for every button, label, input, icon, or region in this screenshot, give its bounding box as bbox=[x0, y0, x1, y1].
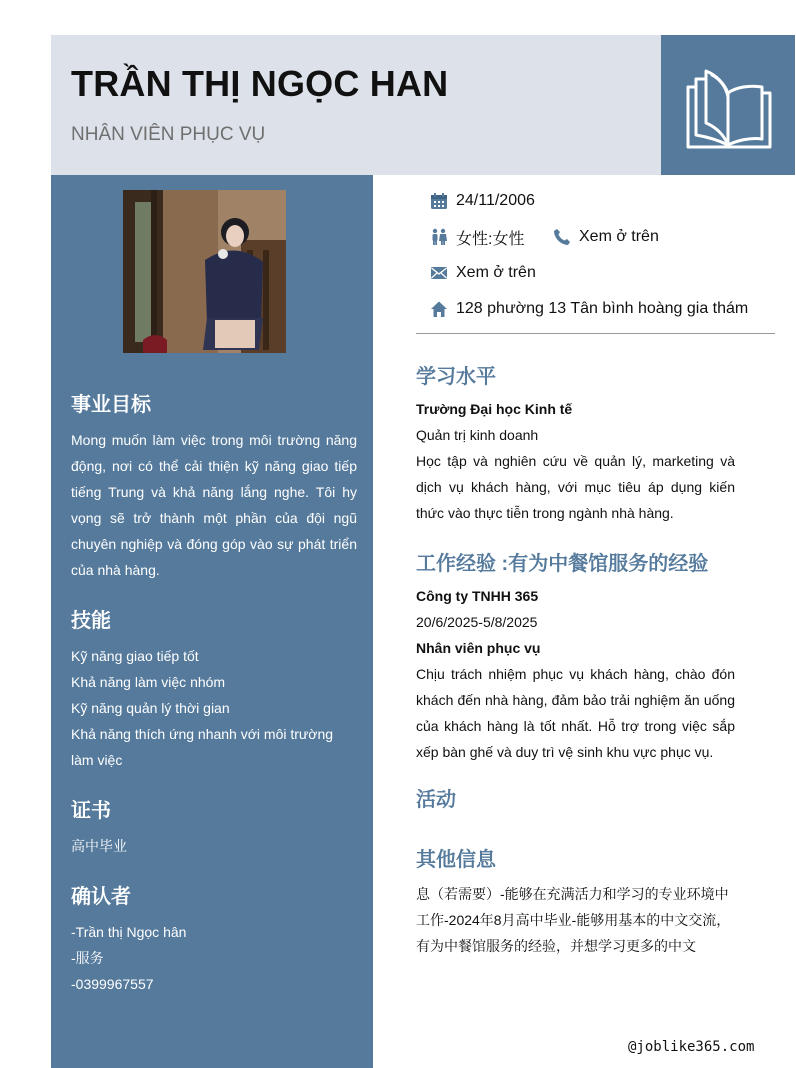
certificates-title: 证书 bbox=[71, 800, 111, 822]
reference-item: -Trần thị Ngọc hân bbox=[71, 924, 187, 940]
reference-item: -0399967557 bbox=[71, 976, 154, 992]
other-info-line: 息（若需要）-能够在充满活力和学习的专业环境中 bbox=[416, 886, 729, 902]
email-text: Xem ở trên bbox=[456, 264, 536, 281]
gender-icon bbox=[430, 228, 448, 246]
work-period: 20/6/2025-5/8/2025 bbox=[416, 614, 538, 630]
calendar-icon bbox=[430, 192, 448, 210]
birthday-text: 24/11/2006 bbox=[456, 192, 535, 209]
gender-text: 女性:女性 bbox=[456, 230, 525, 248]
school-name: Trường Đại học Kinh tế bbox=[416, 401, 573, 417]
logo-box bbox=[661, 35, 795, 175]
open-book-icon bbox=[680, 57, 776, 153]
candidate-name: TRẦN THỊ NGỌC HAN bbox=[71, 63, 449, 104]
skill-item: Khả năng thích ứng nhanh với môi trường làm việc bbox=[71, 726, 334, 768]
skills-section bbox=[71, 604, 357, 773]
education-block bbox=[416, 396, 735, 526]
skill-item: Khả năng làm việc nhóm bbox=[71, 674, 226, 690]
references-title: 确认者 bbox=[71, 886, 131, 908]
other-info-title: 其他信息 bbox=[416, 849, 496, 871]
objective-title: 事业目标 bbox=[71, 394, 151, 416]
skill-item: Kỹ năng giao tiếp tốt bbox=[71, 648, 199, 664]
objective-text: Mong muốn làm việc trong môi trường năng động, nơi có thể cải thiện kỹ năng giao tiếp tiếng Trung và khả năng lắng nghe. Tôi hy vọng sẽ trở thành một phần của đội ngũ chuyên nghiệp và đóng góp vào sự phát triển của nhà hàng. bbox=[71, 432, 357, 578]
gender-row bbox=[430, 225, 524, 249]
major: Quản trị kinh doanh bbox=[416, 427, 539, 443]
other-info-line: 有为中餐馆服务的经验，并想学习更多的中文 bbox=[416, 938, 696, 954]
references-section bbox=[71, 880, 357, 997]
company-name: Công ty TNHH 365 bbox=[416, 588, 539, 604]
divider bbox=[416, 333, 775, 334]
address-row bbox=[430, 297, 748, 321]
mail-icon bbox=[430, 264, 448, 282]
watermark: @joblike365.com bbox=[628, 1039, 755, 1055]
address-text: 128 phường 13 Tân bình hoàng gia thám bbox=[456, 300, 749, 317]
certificate-item: 高中毕业 bbox=[71, 838, 127, 854]
objective-section bbox=[71, 388, 357, 583]
education-description: Học tập và nghiên cứu về quản lý, marketing và dịch vụ khách hàng, với mục tiêu áp dụng kiến thức vào thực tiễn trong ngành nhà hàng. bbox=[416, 453, 735, 521]
skills-title: 技能 bbox=[71, 610, 111, 632]
home-icon bbox=[430, 300, 448, 318]
candidate-role: NHÂN VIÊN PHỤC VỤ bbox=[71, 124, 266, 145]
header bbox=[51, 35, 661, 175]
other-info-line: 工作-2024年8月高中毕业-能够用基本的中文交流， bbox=[416, 912, 731, 928]
position: Nhân viên phục vụ bbox=[416, 640, 541, 656]
phone-row bbox=[553, 225, 659, 249]
sidebar bbox=[51, 175, 373, 1068]
experience-description: Chịu trách nhiệm phục vụ khách hàng, chào đón khách đến nhà hàng, đảm bảo trải nghiệm ăn uống của khách hàng là tốt nhất. Hỗ trợ trong việc sắp xếp bàn ghế và duy trì vệ sinh khu vực phục vụ. bbox=[416, 666, 735, 760]
activities-title: 活动 bbox=[416, 789, 456, 811]
experience-block bbox=[416, 583, 735, 765]
email-row bbox=[430, 261, 536, 285]
birthday-row bbox=[430, 189, 535, 213]
other-info-block bbox=[416, 881, 735, 959]
skill-item: Kỹ năng quản lý thời gian bbox=[71, 700, 230, 716]
phone-icon bbox=[553, 228, 571, 246]
certificates-section bbox=[71, 794, 357, 859]
education-title: 学习水平 bbox=[416, 366, 496, 388]
profile-photo bbox=[123, 190, 286, 353]
phone-text: Xem ở trên bbox=[579, 228, 659, 245]
reference-item: -服务 bbox=[71, 950, 104, 966]
experience-title: 工作经验 :有为中餐馆服务的经验 bbox=[416, 553, 709, 575]
